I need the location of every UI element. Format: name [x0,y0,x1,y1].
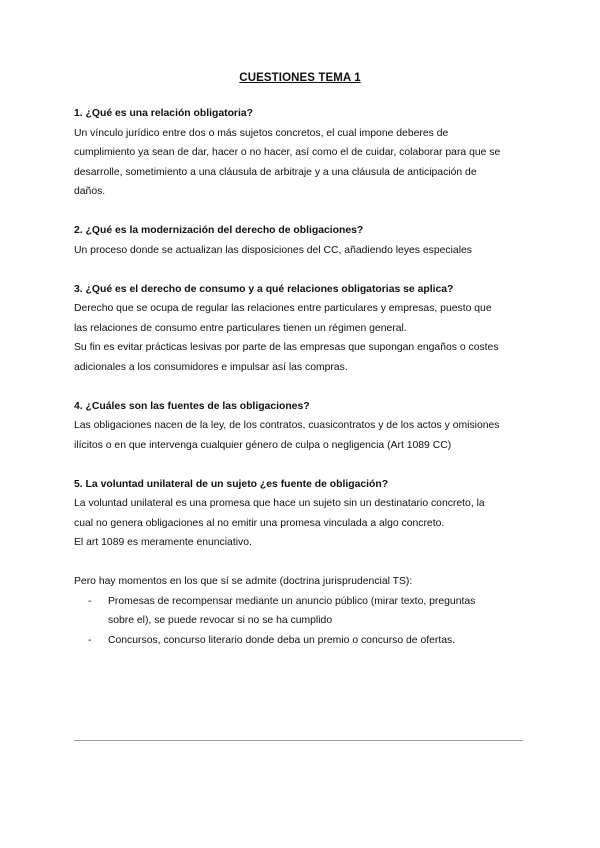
section-2 [74,221,534,260]
answer-line: ilícitos o en que intervenga cualquier género de culpa o negligencia (Art 1089 CC) [74,439,452,451]
bullet-line: Concursos, concurso literario donde deba un premio o concurso de ofertas. [108,634,456,646]
answer-line: adicionales a los consumidores e impulsar así las compras. [74,361,348,373]
answer-line: Un vínculo jurídico entre dos o más sujetos concretos, el cual impone deberes de [74,127,449,139]
answer-line: El art 1089 es meramente enunciativo. [74,537,252,548]
document-body [74,104,534,650]
answer-line: Las obligaciones nacen de la ley, de los contratos, cuasicontratos y de los actos y omisiones [74,420,500,431]
answer-line: cumplimiento ya sean de dar, hacer o no hacer, así como el de cuidar, colaborar para que se [74,147,501,158]
question-1: 1. ¿Qué es una relación obligatoria? [74,108,253,119]
section-1 [74,104,534,202]
question-3: 3. ¿Qué es el derecho de consumo y a qué relaciones obligatorias se aplica? [74,283,454,295]
bullet-dash: - [88,634,92,646]
answer-line: las relaciones de consumo entre particulares tienen un régimen general. [74,322,407,334]
list-item [74,592,534,631]
bullet-dash: - [88,595,92,607]
bullet-line: sobre el), se puede revocar si no se ha cumplido [108,615,333,626]
section-3 [74,280,534,378]
question-4: 4. ¿Cuáles son las fuentes de las obligaciones? [74,400,310,412]
answer-line: Derecho que se ocupa de regular las relaciones entre particulares y empresas, puesto que [74,303,492,314]
section-4 [74,397,534,456]
answer-line: La voluntad unilateral es una promesa que hace un sujeto sin un destinatario concreto, la [74,498,485,509]
footer-divider [74,740,523,741]
answer-line: Su fin es evitar prácticas lesivas por parte de las empresas que supongan engaños o costes [74,342,499,353]
list-item [74,631,534,651]
bullet-line: Promesas de recompensar mediante un anuncio público (mirar texto, preguntas [108,595,476,607]
question-2: 2. ¿Qué es la modernización del derecho de obligaciones? [74,225,364,236]
document-title: CUESTIONES TEMA 1 [239,72,361,84]
answer-line: cual no genera obligaciones al no emitir una promesa vinculada a algo concreto. [74,517,445,529]
answer-line: Un proceso donde se actualizan las disposiciones del CC, añadiendo leyes especiales [74,244,472,256]
section-5 [74,475,534,553]
answer-line: desarrolle, sometimiento a una cláusula de arbitraje y a una cláusula de anticipación de [74,166,477,178]
answer-line: daños. [74,186,106,197]
bullet-list [74,592,534,651]
extra-paragraph: Pero hay momentos en los que sí se admite (doctrina jurisprudencial TS): [74,576,413,587]
question-5: 5. La voluntad unilateral de un sujeto ¿es fuente de obligación? [74,478,389,490]
